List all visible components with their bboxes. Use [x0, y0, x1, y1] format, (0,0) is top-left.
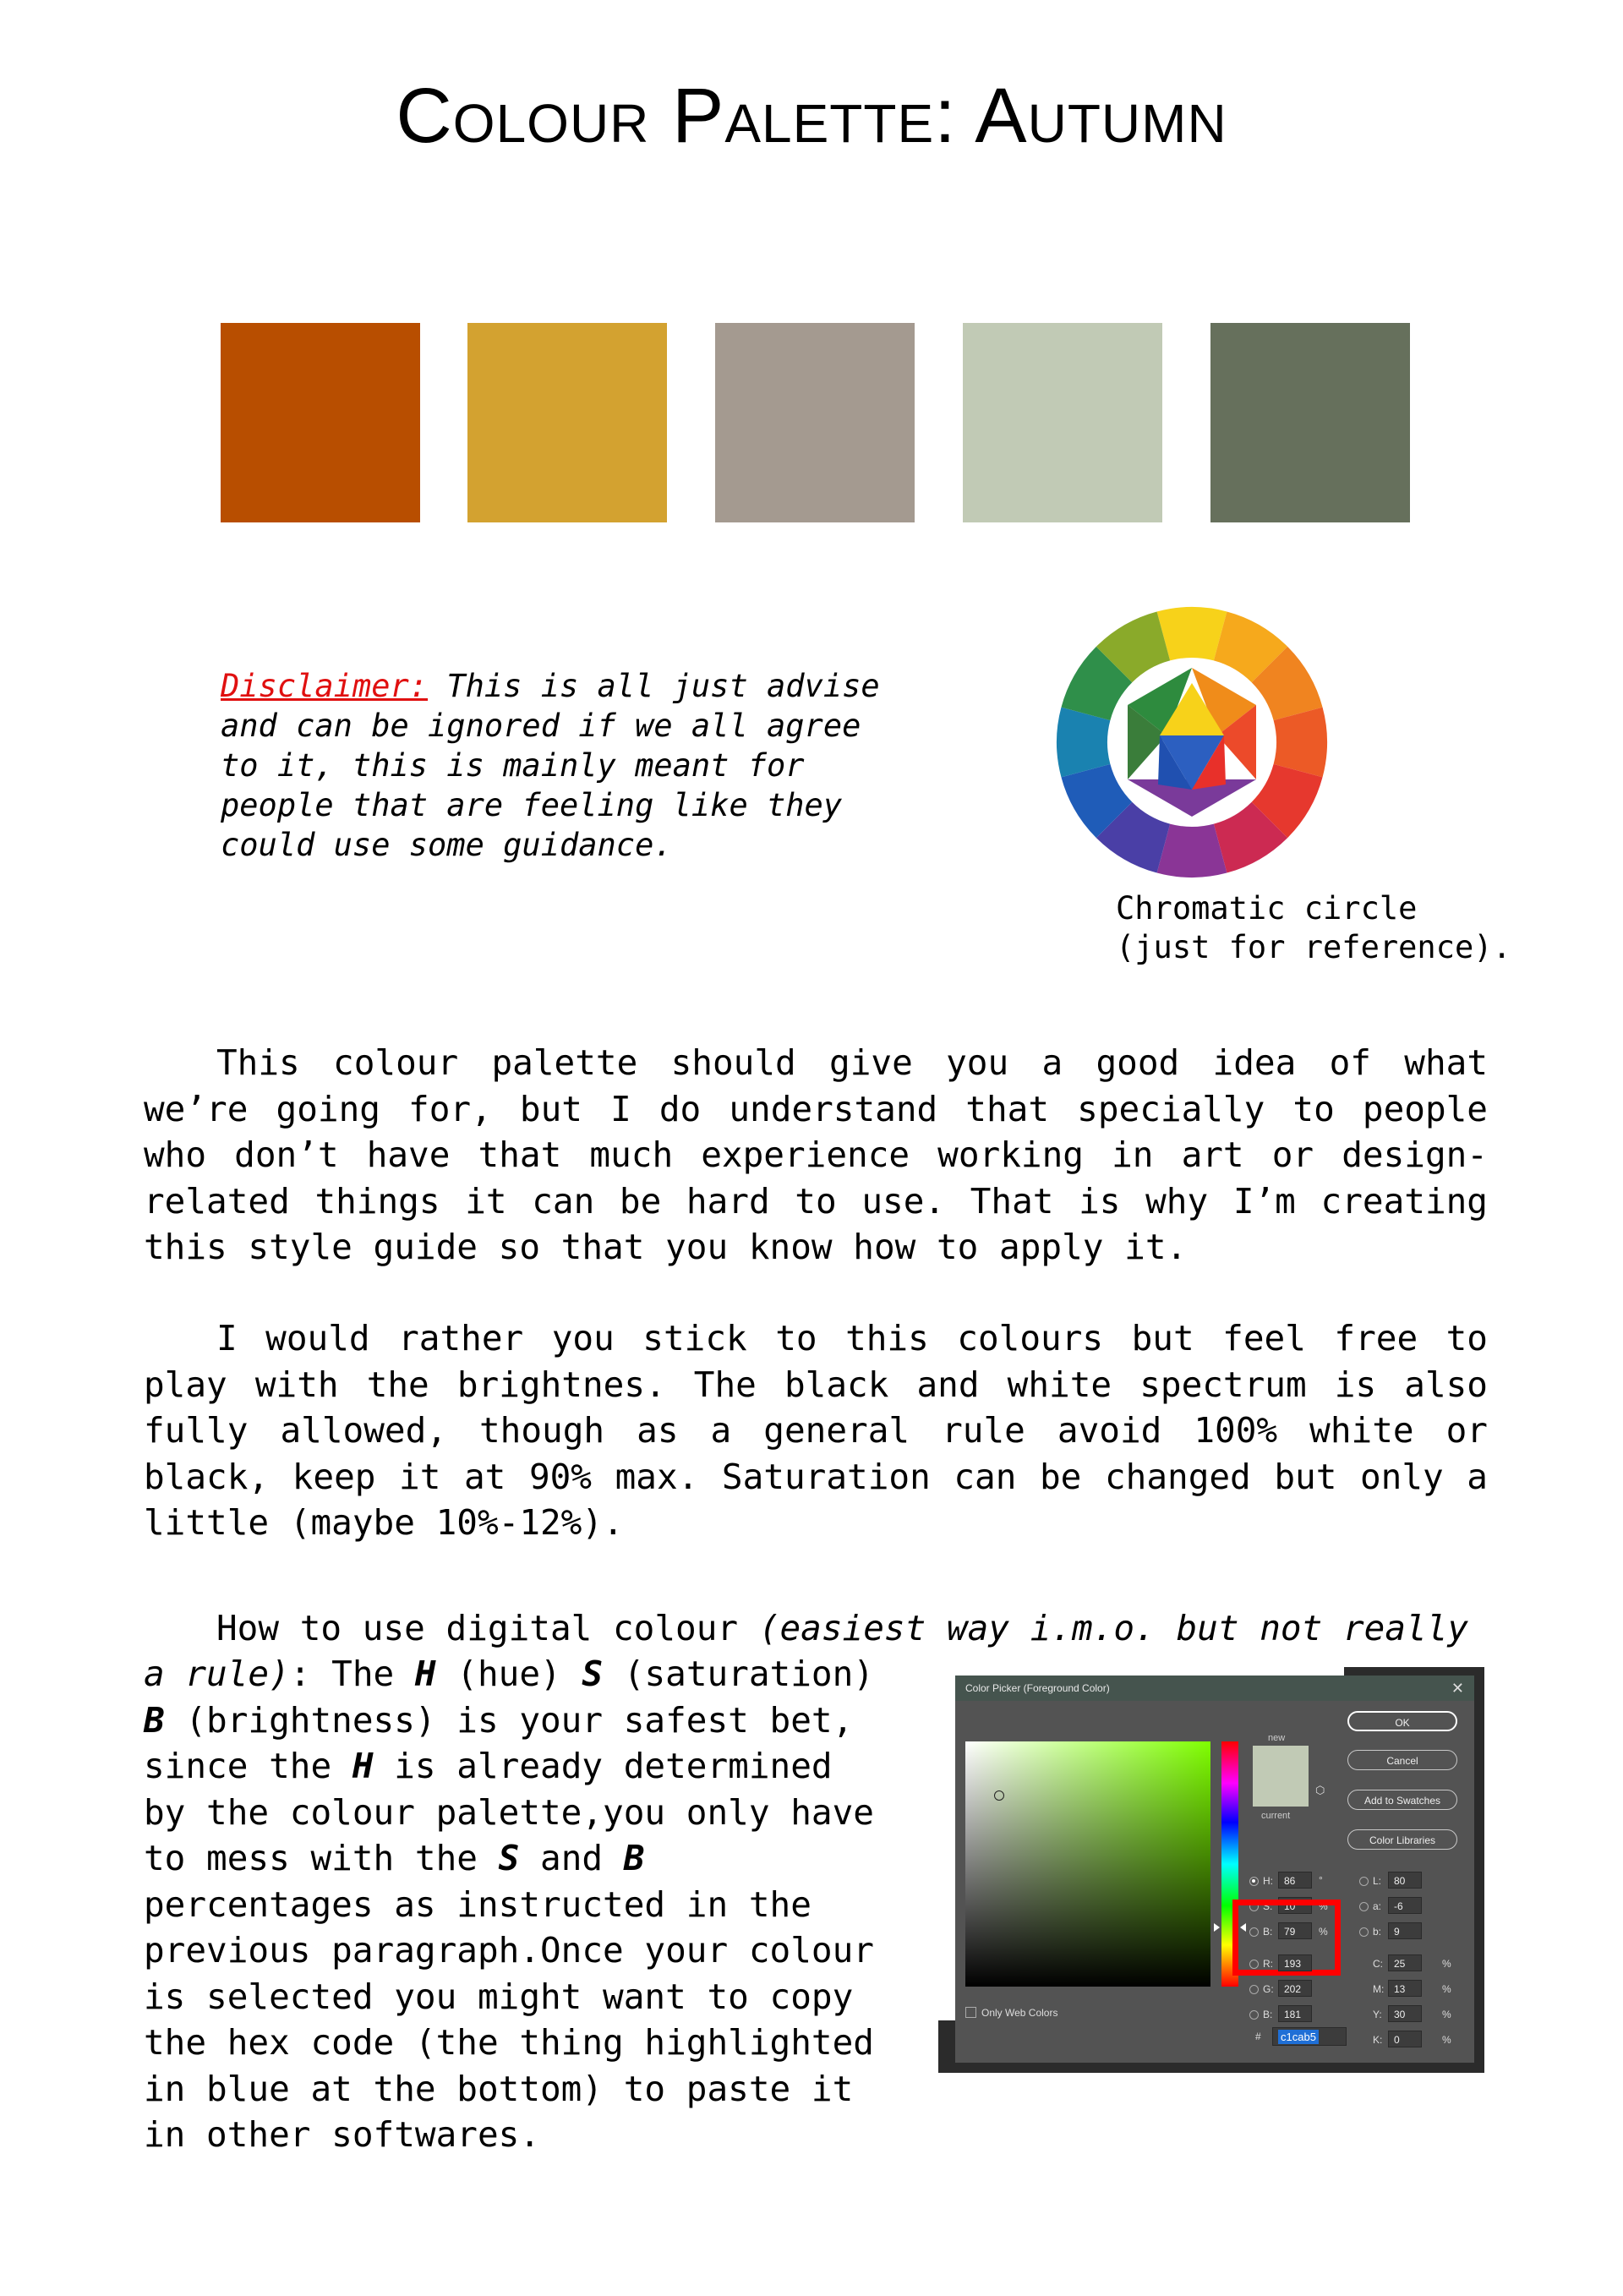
color-cursor[interactable] [994, 1790, 1004, 1801]
hex-label: # [1255, 2031, 1261, 2042]
paragraph-brightness [144, 1315, 1488, 1546]
hue-unit: ° [1319, 1874, 1323, 1886]
title-word: alette: [724, 73, 957, 159]
brightness-label: B: [1263, 1926, 1273, 1938]
hue-label: H: [1263, 1875, 1273, 1887]
brightness-field[interactable]: 79 [1278, 1922, 1312, 1939]
magenta-field[interactable]: 13 [1388, 1980, 1422, 1997]
paragraph-text: This colour palette should give you a good idea of what we’re going for, but I do understand that specially to people who don’t have that much experience working in art or design-related things it can be hard to use. That is why I’m creating this style guide so that you know how to apply it. [144, 1042, 1488, 1267]
lab-a-radio[interactable] [1359, 1902, 1369, 1911]
red-radio[interactable] [1249, 1960, 1259, 1969]
wheel-caption [1116, 889, 1589, 967]
paragraph-intro [144, 1040, 1488, 1271]
term-hue: H [352, 1746, 374, 1786]
lab-a-label: a: [1373, 1900, 1382, 1912]
red-field[interactable]: 193 [1278, 1954, 1312, 1971]
term-saturation: S [582, 1654, 604, 1694]
lab-b-label: b: [1373, 1926, 1382, 1938]
title-word: olour [452, 73, 650, 159]
term-saturation: S [498, 1838, 520, 1878]
hue-slider-handle-left[interactable] [1214, 1923, 1220, 1932]
paragraph-text: I would rather you stick to this colours but feel free to play with the brightnes. The black and white spectrum is also fully allowed, though as a general rule avoid 100% white or black, keep it at 90% max. Saturation can be changed but only a little (maybe 10%-12%). [144, 1318, 1488, 1543]
magenta-unit: % [1442, 1983, 1451, 1995]
green-label: G: [1263, 1983, 1274, 1995]
cyan-label: C: [1373, 1958, 1383, 1970]
title-word: utumn [1027, 73, 1227, 159]
paragraph-aside: a rule) [144, 1654, 290, 1694]
swatch-taupe-grey [715, 323, 915, 522]
swatch-sage-light [963, 323, 1162, 522]
swatch-olive-grey [1210, 323, 1410, 522]
cyan-field[interactable]: 25 [1388, 1954, 1422, 1971]
saturation-label: S: [1263, 1900, 1273, 1912]
new-color-label: new [1268, 1733, 1286, 1743]
only-web-colors-checkbox[interactable] [965, 2007, 1057, 2019]
checkbox-icon[interactable] [965, 2007, 976, 2018]
paragraph-text: and [519, 1838, 624, 1878]
yellow-label: Y: [1373, 2009, 1382, 2020]
yellow-field[interactable]: 30 [1388, 2005, 1422, 2022]
green-field[interactable]: 202 [1278, 1980, 1312, 1997]
paragraph-text: : The [289, 1654, 415, 1694]
lab-l-field[interactable]: 80 [1388, 1872, 1422, 1889]
ok-button[interactable]: OK [1347, 1711, 1457, 1731]
lab-l-radio[interactable] [1359, 1877, 1369, 1886]
paragraph-aside: (easiest way i.m.o. but not really [758, 1608, 1469, 1648]
paragraph-text: is already determined by the colour palette,you only have to mess with the [144, 1746, 874, 1878]
only-web-colors-label: Only Web Colors [981, 2007, 1058, 2019]
lab-b-field[interactable]: 9 [1388, 1922, 1422, 1939]
title-letter: C [396, 73, 453, 159]
yellow-unit: % [1442, 2009, 1451, 2020]
paragraph-text: (saturation) [603, 1654, 874, 1694]
lab-b-radio[interactable] [1359, 1927, 1369, 1937]
color-libraries-button[interactable]: Color Libraries [1347, 1829, 1457, 1850]
disclaimer-label: Disclaimer: [221, 668, 429, 704]
saturation-brightness-field[interactable] [965, 1741, 1210, 1987]
lab-l-label: L: [1373, 1875, 1382, 1887]
title-letter: P [671, 73, 725, 159]
cancel-button[interactable]: Cancel [1347, 1750, 1457, 1770]
disclaimer [221, 666, 914, 865]
wheel-caption-line: Chromatic circle [1116, 890, 1418, 927]
dialog-title: Color Picker (Foreground Color) [965, 1682, 1110, 1694]
cube-icon[interactable]: ⬡ [1315, 1784, 1325, 1796]
magenta-label: M: [1373, 1983, 1385, 1995]
red-label: R: [1263, 1958, 1273, 1970]
green-radio[interactable] [1249, 1985, 1259, 1994]
black-field[interactable]: 0 [1388, 2031, 1422, 2047]
hex-selected-text[interactable]: c1cab5 [1278, 2030, 1319, 2044]
swatch-burnt-orange [221, 323, 420, 522]
term-hue: H [414, 1654, 436, 1694]
black-label: K: [1373, 2034, 1383, 2046]
saturation-field[interactable]: 10 [1278, 1897, 1312, 1914]
blue-radio[interactable] [1249, 2010, 1259, 2020]
blue-label: B: [1263, 2009, 1273, 2020]
cyan-unit: % [1442, 1958, 1451, 1970]
paragraph-text: How to use digital colour [216, 1608, 759, 1648]
color-picker-dialog [955, 1676, 1474, 2063]
color-preview [1253, 1746, 1309, 1807]
term-brightness: B [144, 1699, 165, 1741]
disclaimer-text: This is all just advise and can be ignored if we all agree to it, this is mainly meant for people that are feeling like they could use some guidance. [221, 668, 880, 863]
saturation-unit: % [1319, 1900, 1328, 1912]
chromatic-circle-image [1048, 599, 1336, 886]
blue-field[interactable]: 181 [1278, 2005, 1312, 2022]
dialog-titlebar [955, 1676, 1474, 1701]
hue-radio[interactable] [1249, 1877, 1259, 1886]
black-unit: % [1442, 2034, 1451, 2046]
paragraph-howto [144, 1651, 888, 2158]
paragraph-howto-first-line [144, 1605, 1488, 1652]
add-to-swatches-button[interactable]: Add to Swatches [1347, 1790, 1457, 1810]
current-color-label: current [1261, 1811, 1291, 1821]
paragraph-text: (brightness) is your safest bet, since the [144, 1699, 854, 1786]
brightness-unit: % [1319, 1926, 1328, 1938]
close-icon[interactable]: ✕ [1451, 1680, 1464, 1697]
lab-a-field[interactable]: -6 [1388, 1897, 1422, 1914]
swatch-mustard [467, 323, 667, 522]
title-letter: A [975, 73, 1028, 159]
page-title [0, 72, 1623, 161]
hue-field[interactable]: 86 [1278, 1872, 1312, 1889]
paragraph-text: (hue) [435, 1654, 582, 1694]
wheel-caption-line: (just for reference). [1116, 929, 1511, 965]
hex-field[interactable] [1272, 2027, 1347, 2046]
paragraph-text: percentages as instructed in the previous paragraph.Once your colour is selected you might want to copy the hex code (the thing highlighted in blue at the bottom) to paste it in other softwares. [144, 1883, 874, 2155]
term-brightness: B [623, 1838, 645, 1878]
